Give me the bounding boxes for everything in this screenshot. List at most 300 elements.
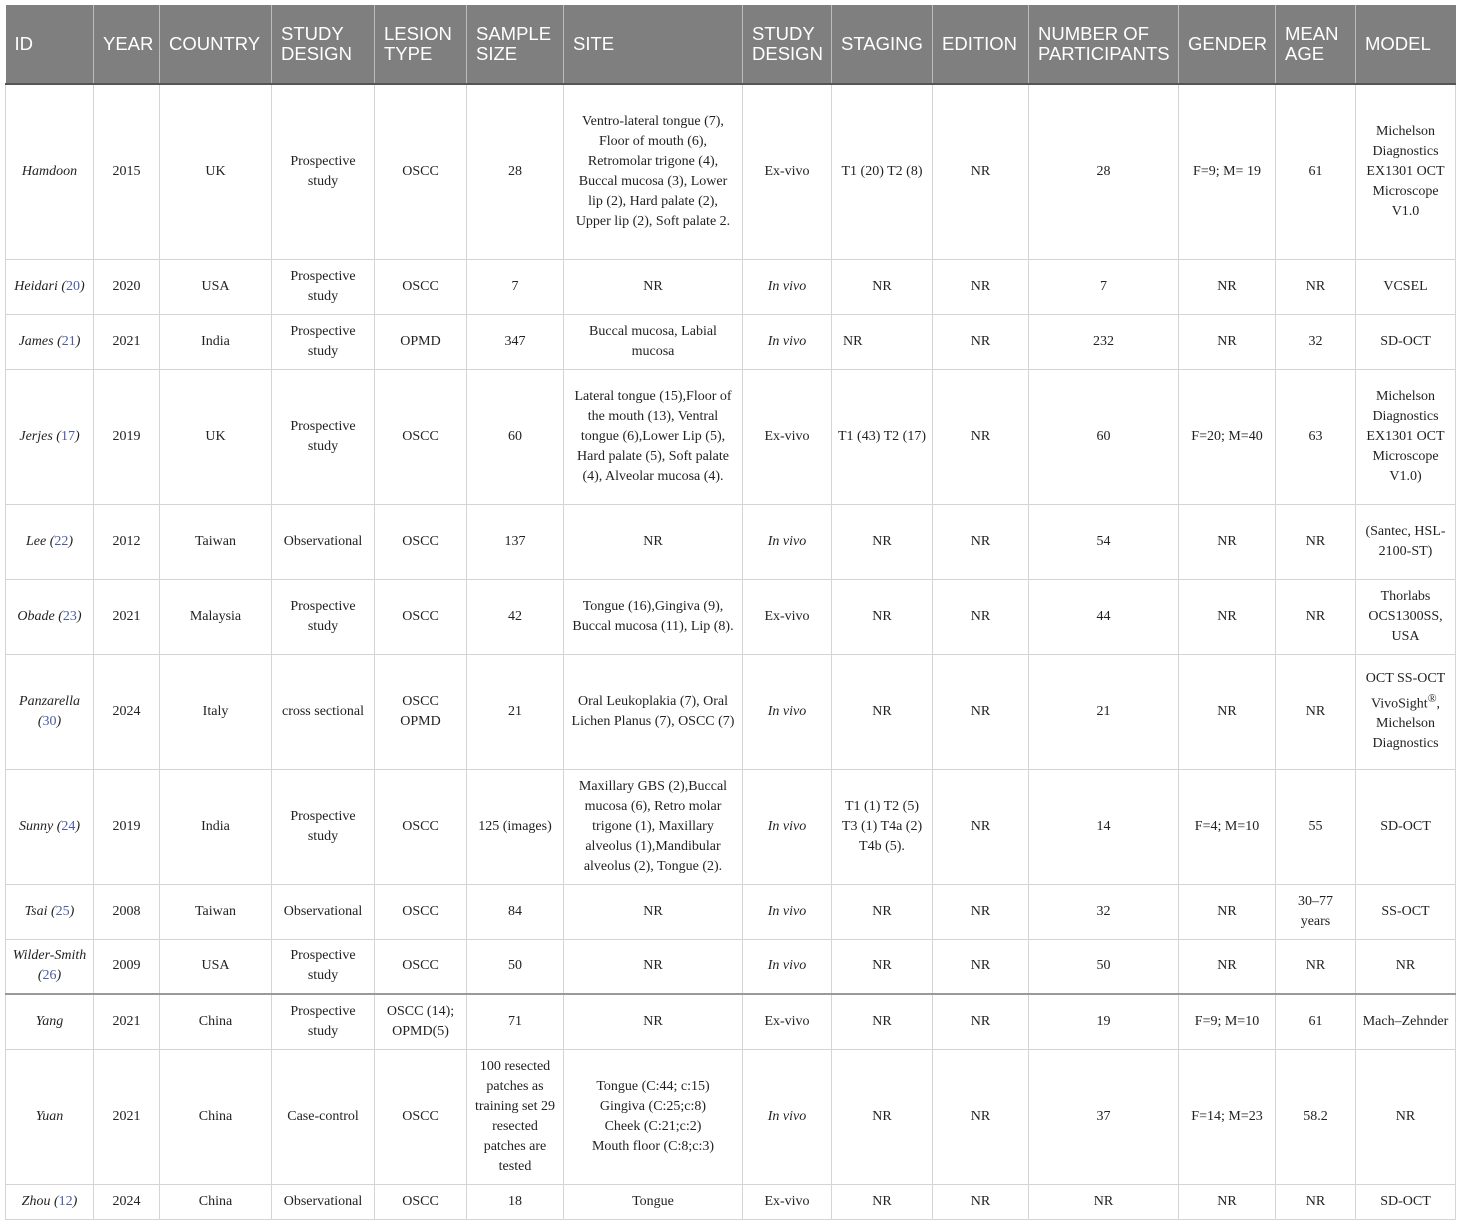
cell-gender-text: F=20; M=40 (1191, 428, 1263, 444)
author-name: Tsai (24, 903, 48, 919)
cell-site (564, 994, 743, 1049)
cell-country-text: India (201, 333, 230, 349)
cell-gender-text: NR (1217, 903, 1237, 919)
cell-staging-text: T1 (1) T2 (5) T3 (1) T4a (2) T4b (5). (841, 798, 923, 854)
table-row (6, 654, 1456, 769)
table-row (6, 314, 1456, 369)
cell-design-text: Case-control (287, 1108, 359, 1124)
site-line: Mouth floor (C:8;c:3) (591, 1138, 715, 1154)
author-name: Jerjes (19, 428, 53, 444)
header-model: MODEL (1356, 5, 1456, 84)
cell-country-text: Taiwan (194, 533, 236, 549)
cell-country (160, 369, 272, 504)
cell-staging-text: T1 (43) T2 (17) (838, 428, 926, 444)
cell-year (94, 1049, 160, 1184)
cell-age-text: 61 (1308, 163, 1323, 179)
cell-year (94, 579, 160, 654)
cell-lesion (375, 994, 467, 1049)
cell-year (94, 884, 160, 939)
cell-sample-text: 71 (508, 1013, 522, 1029)
cell-design (272, 259, 375, 314)
cell-age (1276, 769, 1356, 884)
cell-participants (1029, 1184, 1179, 1219)
cell-country (160, 1049, 272, 1184)
cell-country (160, 84, 272, 259)
citation-link[interactable]: 12 (58, 1193, 73, 1209)
cell-year-text: 2020 (112, 278, 141, 294)
cell-staging-text: NR (872, 1193, 892, 1209)
cell-age (1276, 504, 1356, 579)
cell-age (1276, 259, 1356, 314)
cell-model (1356, 314, 1456, 369)
cell-staging (832, 504, 933, 579)
cell-mode (743, 314, 832, 369)
cell-design (272, 769, 375, 884)
cell-year (94, 259, 160, 314)
cell-lesion (375, 314, 467, 369)
cell-year (94, 1184, 160, 1219)
cell-model-text: Michelson Diagnostics EX1301 OCT Microscope V1.0 (1366, 123, 1445, 219)
cell-design (272, 939, 375, 994)
cell-model-text: SD-OCT (1380, 333, 1431, 349)
cell-mode-text: In vivo (767, 958, 807, 974)
cell-edition (933, 369, 1029, 504)
cell-staging-text: NR (872, 533, 892, 549)
citation-link[interactable]: 23 (62, 608, 77, 624)
cell-site (564, 884, 743, 939)
cell-staging (832, 579, 933, 654)
cell-edition-text: NR (970, 163, 991, 179)
cell-design-text: Observational (283, 1193, 363, 1209)
cell-edition-text: NR (970, 1193, 991, 1209)
cell-site-text: Lateral tongue (15),Floor of the mouth (13), Ventral tongue (6),Lower Lip (5), Hard palate (5), Soft palate (4), Alveolar mucosa (4). (574, 388, 732, 484)
cell-country-text: USA (201, 278, 230, 294)
cell-lesion (375, 1049, 467, 1184)
cell-model (1356, 884, 1456, 939)
table-row (6, 884, 1456, 939)
cell-age-text: 30–77 years (1298, 893, 1333, 929)
cell-mode-text: Ex-vivo (764, 428, 810, 444)
cell-design-text: cross sectional (281, 703, 365, 719)
cell-country (160, 314, 272, 369)
cell-participants-text: 28 (1096, 163, 1111, 179)
table-row (6, 1049, 1456, 1184)
cell-model-text: Thorlabs OCS1300SS, USA (1368, 588, 1443, 644)
cell-gender-text: NR (1217, 608, 1237, 624)
cell-id (6, 1049, 94, 1184)
cell-staging-text: NR (872, 1108, 892, 1124)
cell-gender (1179, 939, 1276, 994)
site-line: Gingiva (C:25;c:8) (599, 1098, 707, 1114)
citation-link[interactable]: 21 (61, 333, 76, 349)
cell-id: Sunny (24) (6, 769, 94, 884)
cell-site-text: Buccal mucosa, Labial mucosa (589, 323, 717, 359)
cell-id: Obade (23) (6, 579, 94, 654)
cell-id: Jerjes (17) (6, 369, 94, 504)
cell-site-text: Ventro-lateral tongue (7), Floor of mouth (6), Retromolar trigone (4), Buccal mucosa (3), Lower lip (2), Hard palate (2), Upper lip (2), Soft palate 2. (575, 113, 731, 229)
cell-model-text: VCSEL (1383, 278, 1428, 294)
site-line: Tongue (C:44; c:15) (596, 1078, 710, 1094)
cell-age (1276, 939, 1356, 994)
header-row (6, 5, 1456, 84)
cell-sample-text: 347 (504, 333, 526, 349)
cell-staging (832, 369, 933, 504)
cell-age-text: NR (1305, 278, 1326, 294)
cell-gender (1179, 769, 1276, 884)
cell-country (160, 504, 272, 579)
cell-site (564, 504, 743, 579)
cell-staging-text: NR (872, 1013, 892, 1029)
cell-edition-text: NR (970, 333, 991, 349)
cell-staging-text: NR (872, 958, 892, 974)
cell-participants (1029, 654, 1179, 769)
cell-staging (832, 654, 933, 769)
cell-age (1276, 369, 1356, 504)
cell-design-text: Observational (283, 903, 363, 919)
cell-gender (1179, 654, 1276, 769)
cell-mode (743, 654, 832, 769)
cell-gender (1179, 994, 1276, 1049)
cell-id: James (21) (6, 314, 94, 369)
cell-edition (933, 314, 1029, 369)
cell-age-text: NR (1305, 1193, 1326, 1209)
cell-gender-text: NR (1217, 533, 1237, 549)
table-row (6, 769, 1456, 884)
cell-mode (743, 369, 832, 504)
cell-model-text: Michelson Diagnostics EX1301 OCT Microscope V1.0) (1366, 388, 1445, 484)
cell-age-text: 61 (1308, 1013, 1323, 1029)
table-row (6, 939, 1456, 994)
author-name: Wilder-Smith (12, 948, 87, 964)
cell-sample (467, 1049, 564, 1184)
cell-model (1356, 994, 1456, 1049)
cell-design (272, 1049, 375, 1184)
cell-sample-text: 18 (508, 1193, 522, 1209)
cell-edition-text: NR (970, 533, 991, 549)
cell-model (1356, 939, 1456, 994)
author-name: Sunny (18, 818, 54, 834)
cell-mode-text: In vivo (767, 533, 807, 549)
citation-link[interactable]: 24 (61, 818, 76, 834)
cell-sample-text: 42 (508, 608, 522, 624)
cell-sample (467, 654, 564, 769)
cell-mode-text: In vivo (767, 703, 807, 719)
table-row (6, 84, 1456, 259)
cell-edition-text: NR (970, 903, 991, 919)
table-row (6, 579, 1456, 654)
cell-participants (1029, 939, 1179, 994)
cell-lesion (375, 579, 467, 654)
citation-link[interactable]: 25 (55, 903, 70, 919)
cell-sample (467, 939, 564, 994)
site-line: Cheek (C:21;c:2) (604, 1118, 702, 1134)
cell-country-text: Italy (202, 703, 229, 719)
cell-mode-text: In vivo (767, 818, 807, 834)
cell-site-text: NR (643, 903, 663, 919)
cell-lesion-text: OSCC (402, 818, 439, 834)
cell-edition-text: NR (970, 278, 991, 294)
cell-sample (467, 769, 564, 884)
cell-model-tail: Michelson Diagnostics (1372, 716, 1439, 752)
cell-staging-text: NR (872, 278, 892, 294)
cell-lesion-text: OSCC (402, 278, 439, 294)
cell-id: Heidari (20) (6, 259, 94, 314)
cell-edition (933, 884, 1029, 939)
cell-lesion-text: OSCC (402, 903, 439, 919)
cell-staging (832, 939, 933, 994)
cell-edition-text: NR (970, 1108, 991, 1124)
cell-mode (743, 504, 832, 579)
header-staging: STAGING (832, 5, 933, 84)
cell-mode-text: In vivo (767, 278, 807, 294)
cell-lesion-text: OSCC (402, 1108, 439, 1124)
cell-age-text: NR (1305, 958, 1326, 974)
cell-lesion-text: OSCC (402, 608, 439, 624)
cell-gender (1179, 84, 1276, 259)
cell-model: OCT SS-OCT VivoSight®, Michelson Diagnostics (1356, 654, 1456, 769)
author-name: Zhou (21, 1193, 51, 1209)
cell-gender-text: NR (1217, 703, 1237, 719)
cell-lesion (375, 84, 467, 259)
cell-year-text: 2015 (112, 163, 141, 179)
cell-age-text: 55 (1308, 818, 1323, 834)
cell-year-text: 2008 (112, 903, 141, 919)
author-name: Yang (35, 1013, 64, 1029)
cell-sample-text: 125 (images) (478, 818, 552, 834)
cell-edition (933, 504, 1029, 579)
cell-mode-text: Ex-vivo (764, 163, 810, 179)
cell-mode (743, 1049, 832, 1184)
cell-country (160, 1184, 272, 1219)
cell-gender-text: F=9; M=10 (1194, 1013, 1260, 1029)
cell-gender (1179, 884, 1276, 939)
cell-participants-text: 54 (1096, 533, 1111, 549)
cell-gender (1179, 1049, 1276, 1184)
cell-lesion-text: OSCC OPMD (400, 693, 441, 729)
cell-country (160, 884, 272, 939)
cell-lesion (375, 369, 467, 504)
cell-site-text: Tongue (632, 1193, 674, 1209)
cell-site-text: Tongue (16),Gingiva (9), Buccal mucosa (11), Lip (8). (572, 598, 734, 634)
cell-participants-text: 14 (1096, 818, 1111, 834)
cell-age (1276, 314, 1356, 369)
cell-age (1276, 884, 1356, 939)
cell-participants (1029, 504, 1179, 579)
cell-design-text: Prospective study (290, 1003, 356, 1039)
cell-gender (1179, 579, 1276, 654)
cell-year (94, 369, 160, 504)
cell-participants-text: 44 (1096, 608, 1111, 624)
cell-sample-text: 60 (508, 428, 522, 444)
cell-sample-text: 84 (508, 903, 522, 919)
cell-lesion (375, 769, 467, 884)
citation-link[interactable]: 22 (54, 533, 69, 549)
cell-design-text: Prospective study (290, 808, 356, 844)
cell-lesion (375, 939, 467, 994)
table-row (6, 504, 1456, 579)
cell-edition (933, 769, 1029, 884)
cell-sample (467, 259, 564, 314)
cell-edition (933, 259, 1029, 314)
cell-country-text: UK (205, 163, 226, 179)
author-name: James (18, 333, 54, 349)
table-row (6, 1184, 1456, 1219)
cell-design-text: Observational (283, 533, 363, 549)
cell-site (564, 84, 743, 259)
cell-design-text: Prospective study (290, 418, 356, 454)
table-body (6, 84, 1456, 1219)
cell-sample-text: 137 (504, 533, 526, 549)
header-participants: NUMBER OF PARTICIPANTS (1029, 5, 1179, 84)
cell-mode (743, 884, 832, 939)
cell-design (272, 369, 375, 504)
cell-sample (467, 314, 564, 369)
cell-model (1356, 369, 1456, 504)
cell-participants (1029, 1049, 1179, 1184)
header-edition: EDITION (933, 5, 1029, 84)
cell-year-text: 2021 (112, 608, 141, 624)
cell-edition-text: NR (970, 818, 991, 834)
cell-lesion-text: OSCC (402, 428, 439, 444)
cell-year (94, 769, 160, 884)
cell-model (1356, 579, 1456, 654)
cell-site-text: Maxillary GBS (2),Buccal mucosa (6), Retro molar trigone (1), Maxillary alveolus (1),Mandibular alveolus (2), Tongue (2). (578, 778, 728, 874)
cell-country-text: Taiwan (194, 903, 236, 919)
cell-country (160, 939, 272, 994)
cell-staging-text: NR (843, 333, 863, 349)
cell-country-text: Malaysia (189, 608, 242, 624)
cell-edition-text: NR (970, 1013, 991, 1029)
cell-id: Zhou (12) (6, 1184, 94, 1219)
cell-design (272, 1184, 375, 1219)
cell-edition (933, 84, 1029, 259)
cell-model-text: (Santec, HSL-2100-ST) (1365, 523, 1446, 559)
cell-participants-text: NR (1093, 1193, 1114, 1209)
cell-sample-text: 7 (511, 278, 519, 294)
cell-model-text: Mach–Zehnder (1362, 1013, 1449, 1029)
cell-participants-text: 21 (1096, 703, 1111, 719)
cell-year-text: 2021 (112, 333, 141, 349)
cell-year (94, 314, 160, 369)
cell-model (1356, 1184, 1456, 1219)
cell-model-text: SD-OCT (1380, 1193, 1431, 1209)
cell-year (94, 994, 160, 1049)
cell-age-text: NR (1305, 608, 1326, 624)
cell-country (160, 994, 272, 1049)
cell-participants-text: 232 (1093, 333, 1114, 349)
cell-staging-text: NR (872, 903, 892, 919)
cell-year-text: 2019 (112, 428, 141, 444)
cell-model-text: SD-OCT (1380, 818, 1431, 834)
cell-participants-text: 50 (1096, 958, 1111, 974)
cell-edition-text: NR (970, 428, 991, 444)
header-id: ID (6, 5, 94, 84)
header-year: YEAR (94, 5, 160, 84)
citation-link[interactable]: 30 (42, 713, 57, 729)
cell-site (564, 1184, 743, 1219)
cell-country (160, 579, 272, 654)
cell-staging (832, 884, 933, 939)
cell-participants-text: 32 (1096, 903, 1111, 919)
cell-edition (933, 1049, 1029, 1184)
cell-id (6, 994, 94, 1049)
cell-year (94, 84, 160, 259)
cell-mode (743, 994, 832, 1049)
registered-mark: ® (1427, 691, 1437, 705)
citation-link[interactable]: 20 (66, 278, 81, 294)
cell-id: Panzarella (30) (6, 654, 94, 769)
cell-year-text: 2024 (112, 703, 141, 719)
cell-year-text: 2024 (112, 1193, 141, 1209)
cell-age (1276, 579, 1356, 654)
cell-mode (743, 939, 832, 994)
table-row (6, 994, 1456, 1049)
cell-staging (832, 1049, 933, 1184)
cell-staging (832, 314, 933, 369)
cell-participants-text: 7 (1100, 278, 1107, 294)
cell-participants-text: 60 (1096, 428, 1111, 444)
cell-sample (467, 504, 564, 579)
header-site: SITE (564, 5, 743, 84)
cell-mode-text: Ex-vivo (764, 608, 810, 624)
cell-staging (832, 994, 933, 1049)
cell-country-text: UK (205, 428, 226, 444)
cell-site (564, 579, 743, 654)
cell-gender (1179, 504, 1276, 579)
cell-country-text: USA (201, 958, 230, 974)
cell-site (564, 939, 743, 994)
cell-edition-text: NR (970, 958, 991, 974)
cell-year-text: 2012 (112, 533, 141, 549)
cell-gender-text: F=4; M=10 (1194, 818, 1260, 834)
cell-mode (743, 84, 832, 259)
citation-link[interactable]: 17 (60, 428, 75, 444)
cell-model (1356, 259, 1456, 314)
cell-mode (743, 1184, 832, 1219)
cell-year (94, 504, 160, 579)
cell-sample-text: 28 (508, 163, 522, 179)
cell-country-text: India (201, 818, 230, 834)
cell-year (94, 939, 160, 994)
cell-gender (1179, 369, 1276, 504)
cell-country (160, 654, 272, 769)
cell-design-text: Prospective study (290, 268, 356, 304)
cell-gender-text: NR (1217, 1193, 1237, 1209)
cell-age (1276, 1184, 1356, 1219)
header-lesion-type: LESION TYPE (375, 5, 467, 84)
author-name: Hamdoon (21, 163, 78, 179)
cell-model-text: NR (1395, 958, 1416, 974)
cell-age-text: NR (1305, 533, 1326, 549)
cell-design-text: Prospective study (290, 948, 356, 984)
cell-participants (1029, 769, 1179, 884)
cell-participants-text: 37 (1096, 1108, 1111, 1124)
cell-mode (743, 769, 832, 884)
author-name: Panzarella (19, 693, 80, 709)
cell-gender-text: NR (1217, 958, 1237, 974)
cell-mode (743, 259, 832, 314)
cell-lesion (375, 654, 467, 769)
cell-design (272, 314, 375, 369)
citation-link[interactable]: 26 (42, 968, 57, 984)
header-study-design: STUDY DESIGN (272, 5, 375, 84)
cell-model (1356, 84, 1456, 259)
author-name: Heidari (14, 278, 58, 294)
cell-gender-text: NR (1217, 278, 1237, 294)
cell-site (564, 654, 743, 769)
cell-model-text: SS-OCT (1381, 903, 1430, 919)
author-name: Obade (17, 608, 55, 624)
